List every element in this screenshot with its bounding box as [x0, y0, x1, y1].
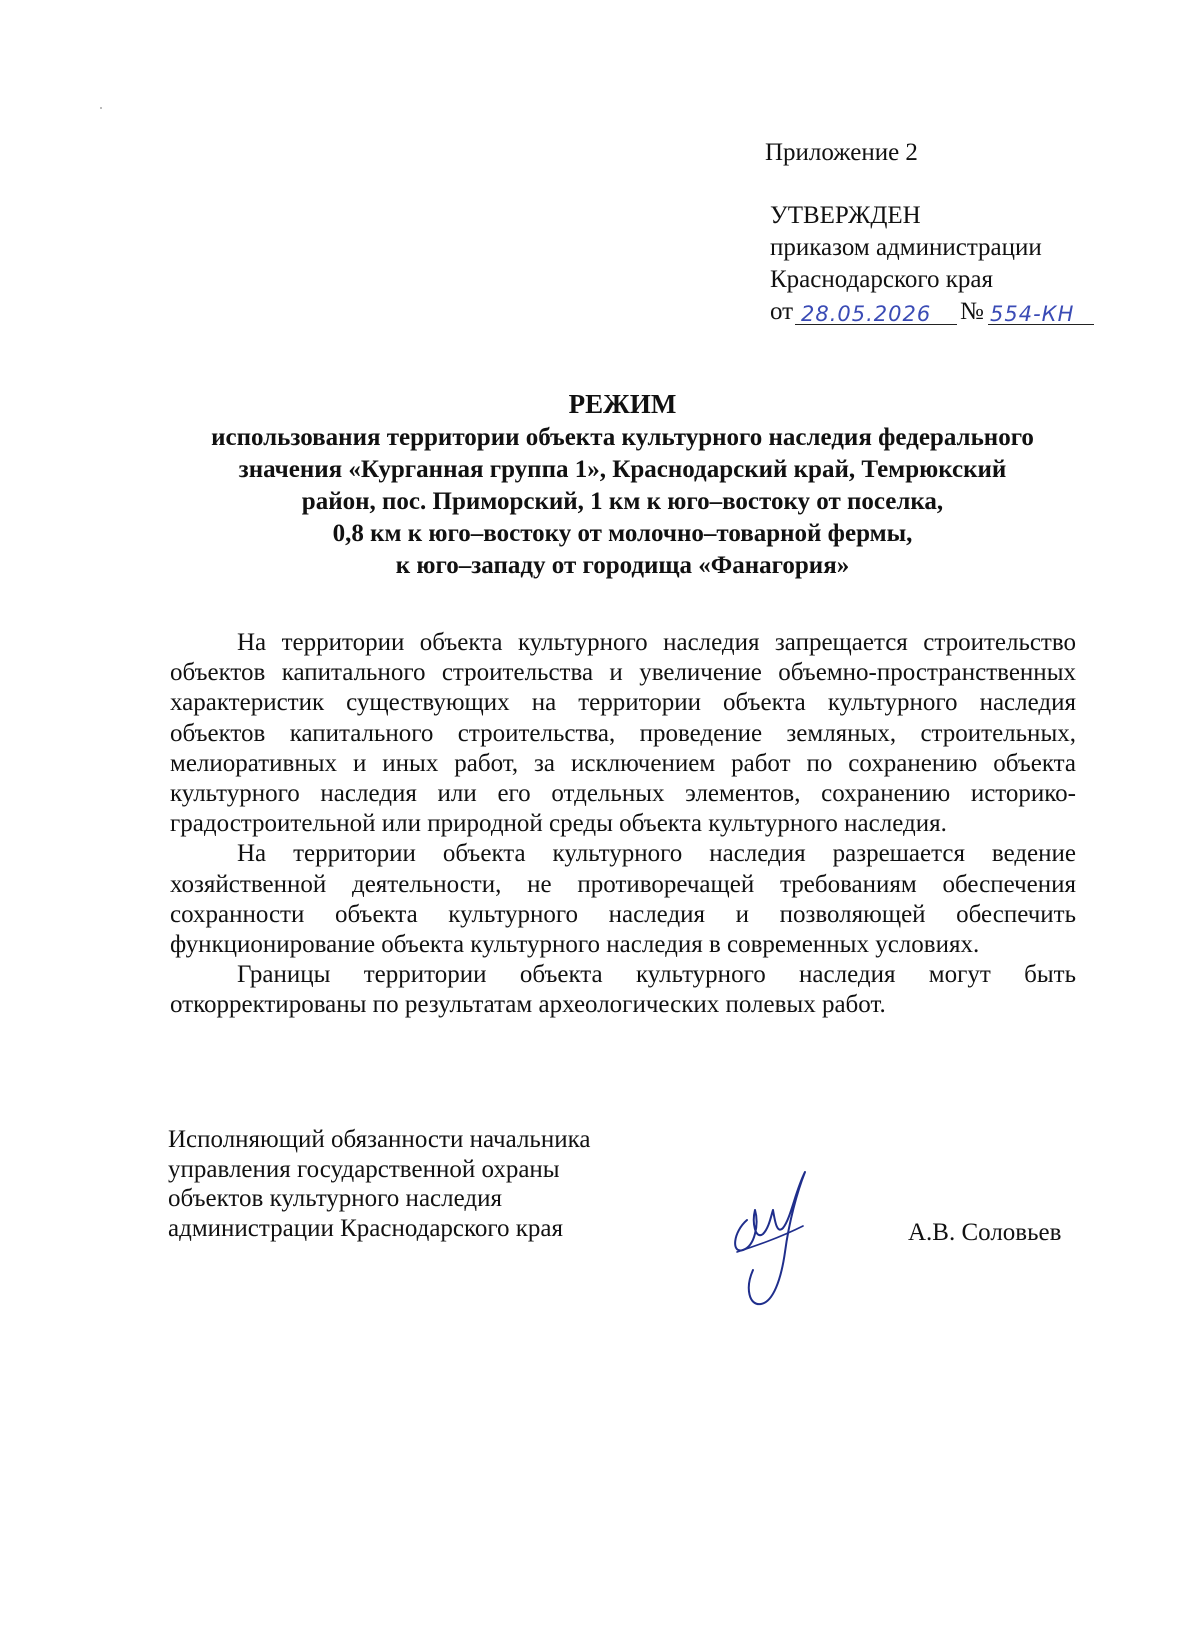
- position-line-1: Исполняющий обязанности начальника: [168, 1126, 591, 1153]
- date-blank: [795, 296, 957, 325]
- order-date-number-line: [770, 296, 1075, 330]
- number-blank: [988, 296, 1094, 325]
- position-line-4: администрации Краснодарского края: [168, 1214, 564, 1242]
- approval-line-2: Краснодарского края: [770, 266, 993, 293]
- title-line-2: значения «Курганная группа 1», Краснодарский край, Темрюкский: [238, 456, 1007, 483]
- document-body: [170, 628, 1076, 1021]
- body-paragraph-1: На территории объекта культурного наследия запрещается строительство объектов капитального строительства и увеличение объемно-пространственных характеристик существующих на территории объекта культурного наследия объектов капитального строительства, проведение земляных, строительных, мелиоративных и иных работ, за исключением работ по сохранению объекта культурного наследия или его отдельных элементов, сохранению историко-градостроительной или природной среды объекта культурного наследия.: [170, 629, 1076, 838]
- handwritten-number: 554-КН: [990, 302, 1075, 326]
- position-line-2: управления государственной охраны: [168, 1155, 560, 1183]
- number-label: №: [960, 298, 984, 325]
- signer-name: А.В. Соловьев: [908, 1219, 1062, 1246]
- signatory-position: [168, 1125, 590, 1243]
- appendix-label: Приложение 2: [765, 139, 918, 166]
- body-paragraph-2: На территории объекта культурного наследия разрешается ведение хозяйственной деятельности, не противоречащей требованиям обеспечения сохранности объекта культурного наследия и позволяющей обеспечить функционирование объекта культурного наследия в современных условиях.: [170, 840, 1076, 959]
- approval-stamp-block: [770, 200, 1075, 330]
- handwritten-date: 28.05.2026: [801, 302, 932, 326]
- handwritten-signature: [725, 1162, 815, 1312]
- approval-line-1: приказом администрации: [770, 234, 1042, 261]
- position-line-3: объектов культурного наследия: [168, 1185, 502, 1212]
- title-line-5: к юго–западу от городища «Фанагория»: [395, 552, 850, 579]
- title-line-1: использования территории объекта культурного наследия федерального: [211, 424, 1034, 451]
- title-heading: РЕЖИМ: [568, 389, 677, 419]
- scan-speck: [100, 107, 102, 109]
- document-title: [150, 388, 1095, 582]
- from-label: от: [770, 298, 794, 325]
- approval-status: УТВЕРЖДЕН: [770, 202, 921, 229]
- body-paragraph-3: Границы территории объекта культурного наследия могут быть откорректированы по результатам археологических полевых работ.: [170, 961, 1076, 1019]
- title-line-3: район, пос. Приморский, 1 км к юго–востоку от поселка,: [301, 488, 944, 515]
- title-line-4: 0,8 км к юго–востоку от молочно–товарной фермы,: [332, 520, 913, 547]
